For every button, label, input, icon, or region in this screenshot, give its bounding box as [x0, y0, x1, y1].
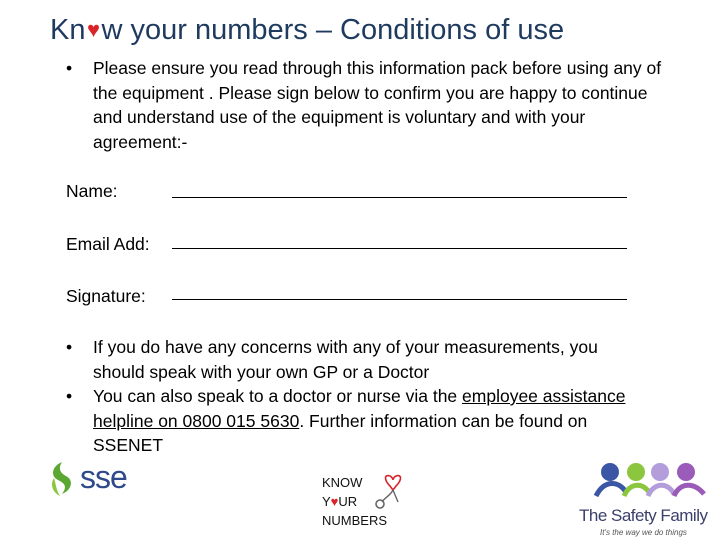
kyn-ur: UR: [338, 494, 358, 509]
signature-label: Signature:: [66, 286, 146, 306]
helpline-text-end: . Further information can be found on SSENET: [93, 410, 588, 455]
kyn-line-3: NUMBERS: [322, 513, 388, 528]
intro-bullet-list: [62, 56, 662, 154]
email-signature-line[interactable]: [172, 248, 627, 249]
intro-bullet: • Please ensure you read through this information pack before using any of the equipment . Please sign below to confirm you are happy to continue and understand use of the equipment is voluntary and with your agreement:-: [62, 56, 662, 154]
name-signature-line[interactable]: [172, 197, 627, 198]
helpline-bullet: [62, 384, 652, 458]
page-title: [50, 14, 564, 47]
safety-family-people-icon: [592, 462, 712, 510]
helpline-link[interactable]: employee assistance helpline on 0800 015 5630: [93, 386, 626, 431]
sse-logo-text: sse: [80, 459, 127, 495]
safety-family-tagline: It's the way we do things: [600, 528, 687, 537]
concerns-bullet: • If you do have any concerns with any of your measurements, you should speak with your own GP or a Doctor: [62, 335, 652, 384]
heart-icon: ♥: [86, 17, 101, 42]
stethoscope-heart-icon: [370, 472, 406, 512]
helpline-text-start: You can also speak to a doctor or nurse via the: [93, 386, 463, 406]
kyn-heart-icon: ♥: [330, 494, 339, 509]
signature-line[interactable]: [172, 299, 627, 300]
safety-family-name: The Safety Family: [579, 506, 708, 525]
kyn-y: Y: [322, 494, 331, 509]
email-label: Email Add:: [66, 234, 150, 254]
name-label: Name:: [66, 181, 118, 201]
closing-bullet-list: [62, 335, 652, 458]
kyn-line-1: KNOW: [322, 475, 363, 490]
title-start: Kn: [50, 14, 86, 46]
title-end: w your numbers – Conditions of use: [101, 14, 565, 46]
